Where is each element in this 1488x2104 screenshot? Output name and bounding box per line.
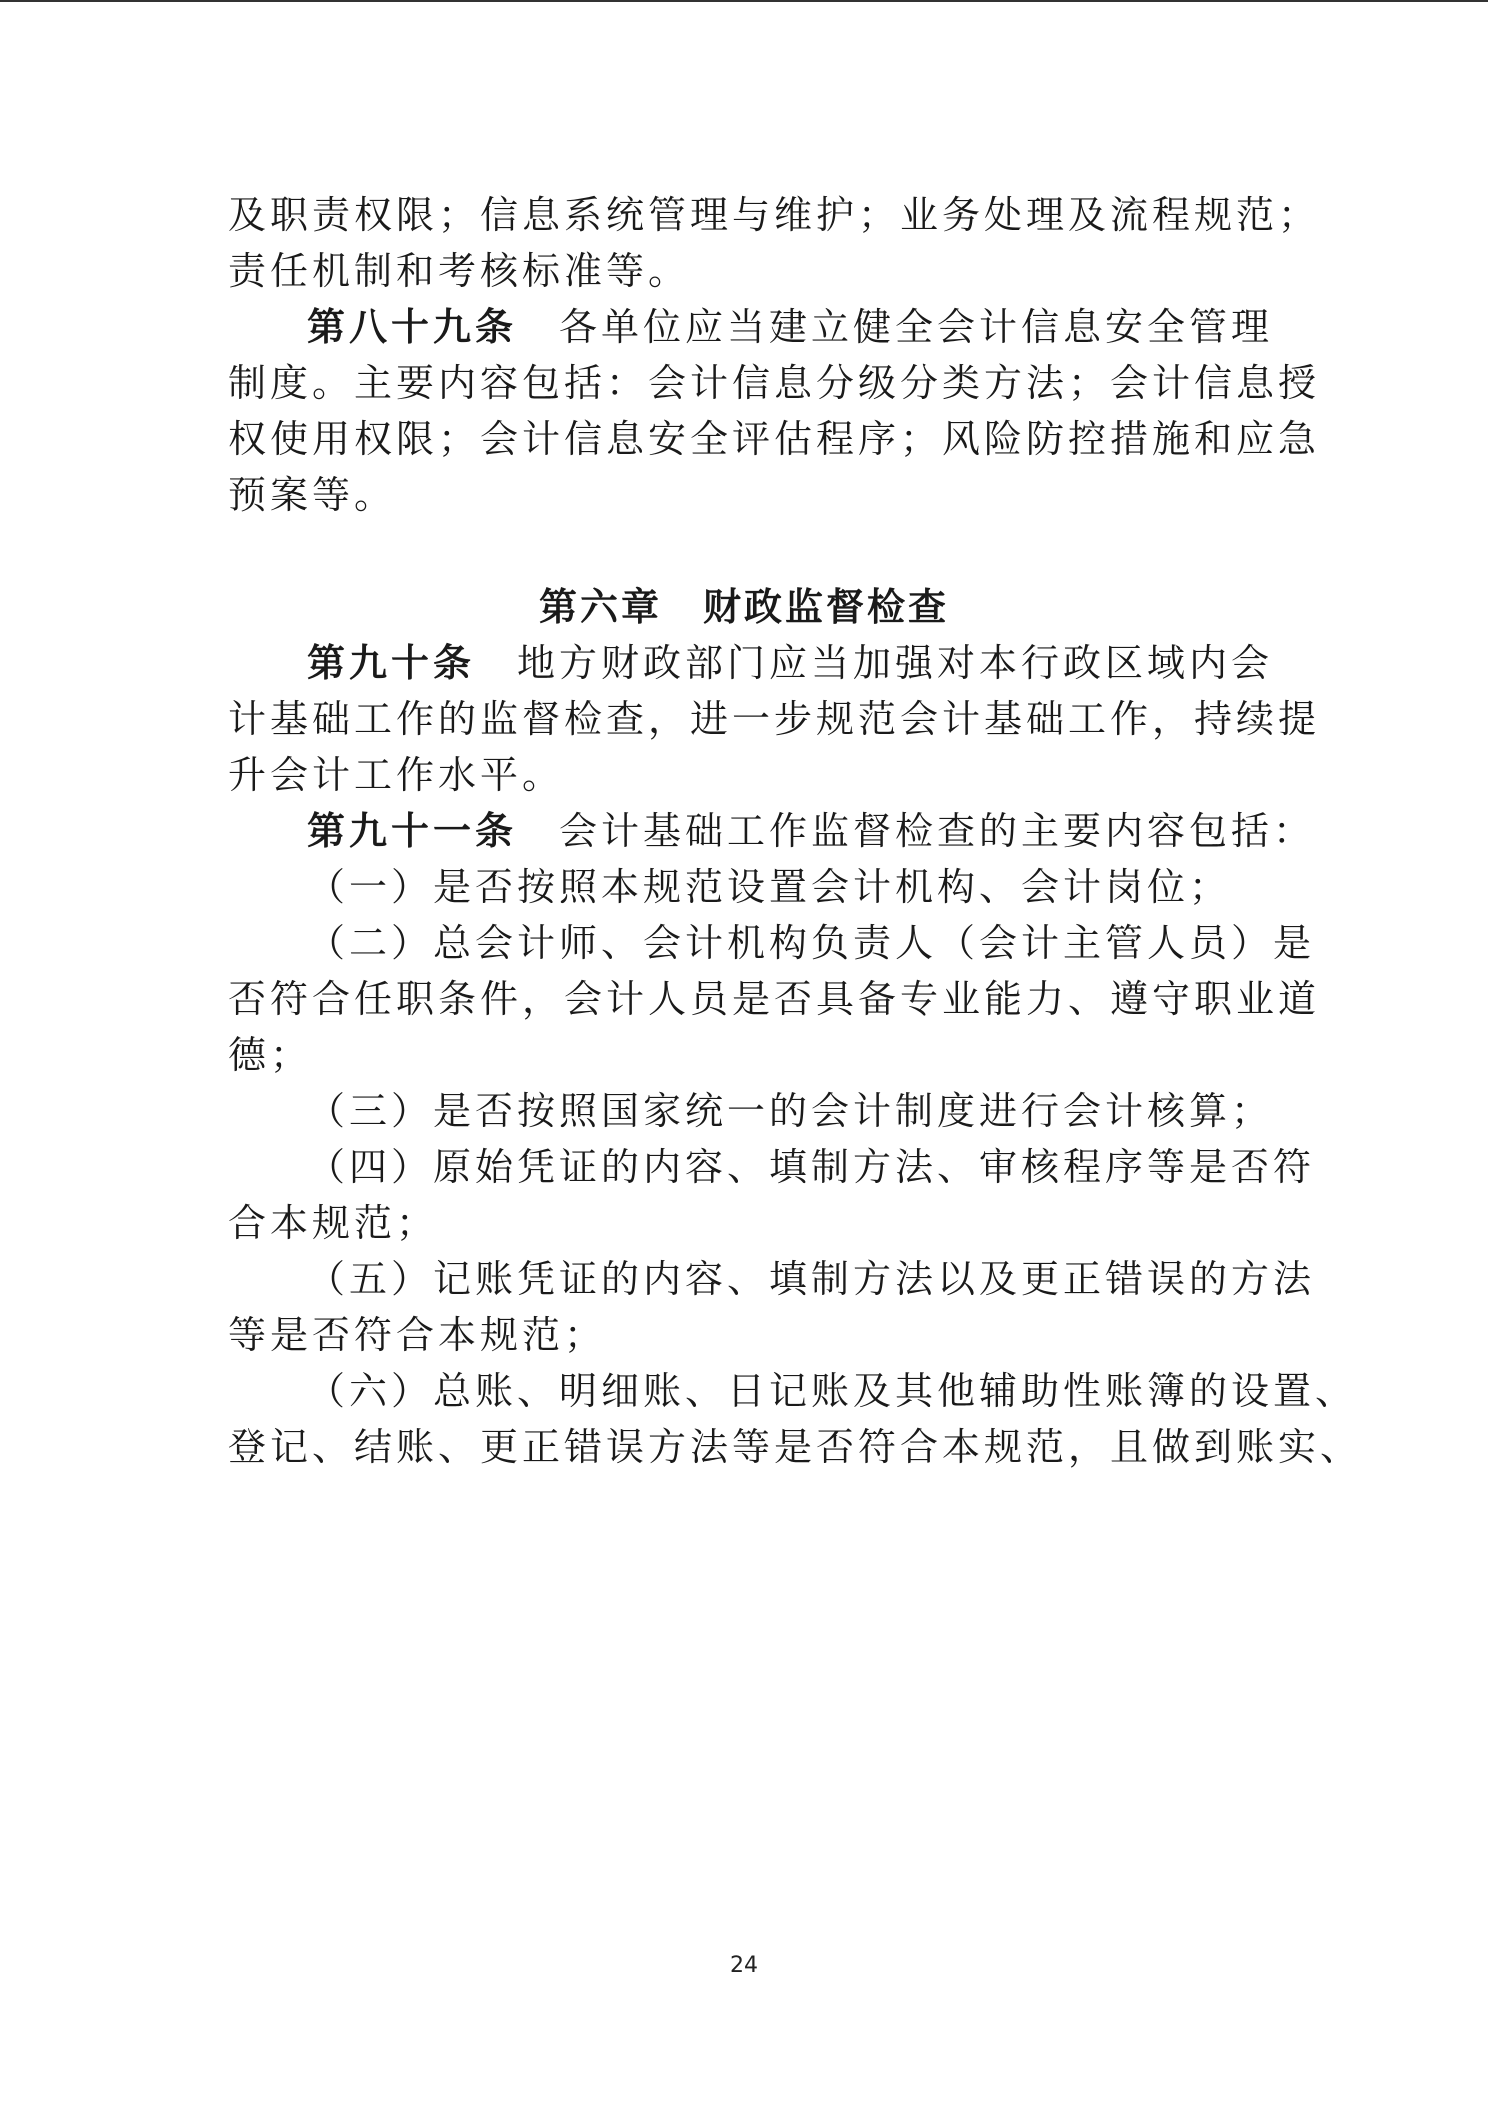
article-91-heading: 第九十一条 <box>307 809 518 853</box>
article-91-first-line <box>307 806 1315 856</box>
body-line: 升会计工作水平。 <box>228 753 565 797</box>
article-89-heading: 第八十九条 <box>307 305 518 349</box>
page-number: 24 <box>730 1953 758 1978</box>
article-separator <box>517 305 559 349</box>
list-item: （三）是否按照国家统一的会计制度进行会计核算； <box>307 1089 1274 1133</box>
list-item: （四）原始凭证的内容、填制方法、审核程序等是否符 <box>307 1145 1316 1189</box>
body-line: 权使用权限；会计信息安全评估程序；风险防控措施和应急 <box>228 417 1321 461</box>
body-line: 制度。主要内容包括：会计信息分级分类方法；会计信息授 <box>228 361 1321 405</box>
body-line: 计基础工作的监督检查，进一步规范会计基础工作，持续提 <box>228 697 1321 741</box>
article-separator <box>517 809 559 853</box>
body-line: 预案等。 <box>228 473 397 517</box>
article-90-heading: 第九十条 <box>307 641 476 685</box>
article-90-first-line <box>307 638 1273 688</box>
top-border <box>0 0 1488 2</box>
article-separator <box>475 641 517 685</box>
chapter-title: 第六章 财政监督检查 <box>538 585 949 629</box>
article-89-first-line <box>307 302 1273 352</box>
body-line: 合本规范； <box>228 1201 439 1245</box>
article-91-text: 会计基础工作监督检查的主要内容包括： <box>559 809 1316 853</box>
body-line: 及职责权限；信息系统管理与维护；业务处理及流程规范； <box>228 193 1321 237</box>
list-item: （二）总会计师、会计机构负责人（会计主管人员）是 <box>307 921 1316 965</box>
body-line: 德； <box>228 1033 313 1077</box>
list-item: （五）记账凭证的内容、填制方法以及更正错误的方法 <box>307 1257 1316 1301</box>
body-line: 责任机制和考核标准等。 <box>228 249 691 293</box>
list-item: （一）是否按照本规范设置会计机构、会计岗位； <box>307 865 1232 909</box>
body-line: 否符合任职条件，会计人员是否具备专业能力、遵守职业道 <box>228 977 1321 1021</box>
list-item: （六）总账、明细账、日记账及其他辅助性账簿的设置、 <box>307 1369 1358 1413</box>
body-line: 登记、结账、更正错误方法等是否符合本规范，且做到账实、 <box>228 1425 1363 1469</box>
body-line: 等是否符合本规范； <box>228 1313 607 1357</box>
article-89-text: 各单位应当建立健全会计信息安全管理 <box>559 305 1274 349</box>
article-90-text: 地方财政部门应当加强对本行政区域内会 <box>517 641 1274 685</box>
